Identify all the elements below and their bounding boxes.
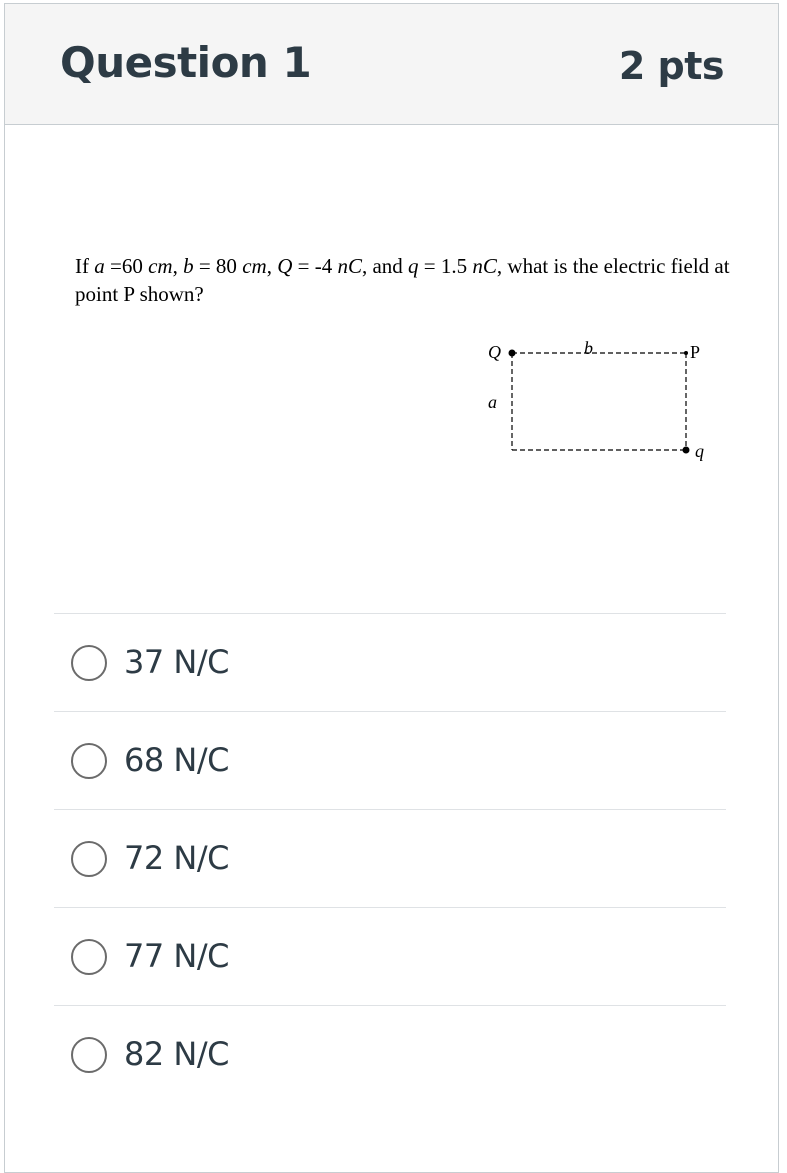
answer-list [54,613,726,1103]
answer-label[interactable]: 77 N/C [124,937,229,975]
radio-button[interactable] [71,1037,107,1073]
label-P: P [690,342,701,362]
radio-button[interactable] [71,645,107,681]
charge-diagram-svg [478,330,728,470]
answer-option-3[interactable] [54,809,726,907]
charge-Q-dot [509,350,516,357]
answer-option-5[interactable] [54,1005,726,1103]
answer-option-2[interactable] [54,711,726,809]
charge-diagram [478,330,728,470]
point-P-dot [684,351,688,355]
radio-button[interactable] [71,743,107,779]
answer-option-1[interactable] [54,613,726,711]
question-text: If a =60 cm, b = 80 cm, Q = -4 nC, and q = 1.5 nC, what is the electric field at point P shown? [75,254,730,306]
label-q: q [695,441,704,461]
answer-label[interactable]: 68 N/C [124,741,229,779]
question-header [5,4,778,125]
answer-option-4[interactable] [54,907,726,1005]
radio-button[interactable] [71,939,107,975]
answer-label[interactable]: 72 N/C [124,839,229,877]
question-points: 2 pts [618,44,724,88]
answer-label[interactable]: 37 N/C [124,643,229,681]
radio-button[interactable] [71,841,107,877]
label-Q: Q [488,342,501,362]
answer-label[interactable]: 82 N/C [124,1035,229,1073]
question-title: Question 1 [60,38,312,87]
label-a: a [488,392,497,412]
label-b: b [584,338,593,358]
charge-q-dot [683,447,690,454]
